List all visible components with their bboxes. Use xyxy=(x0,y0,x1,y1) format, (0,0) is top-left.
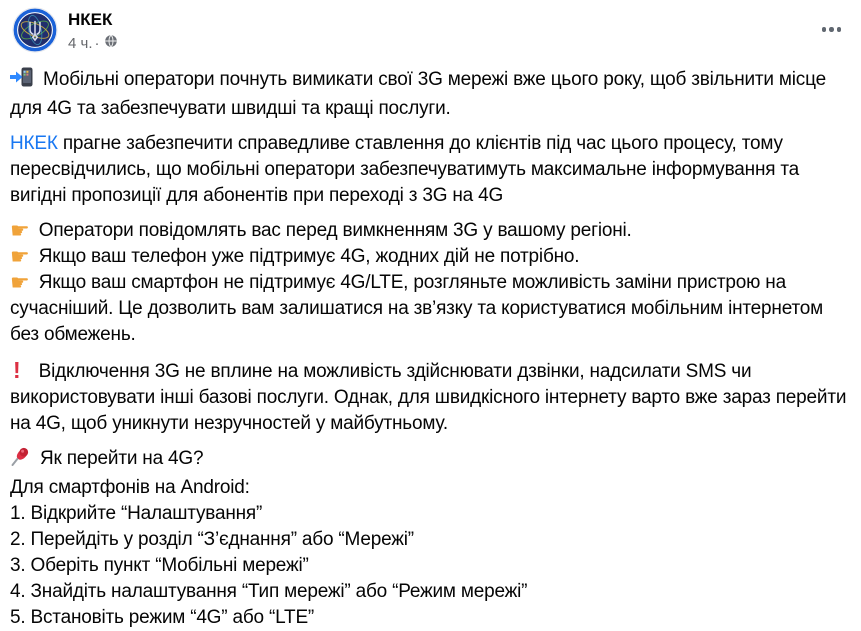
howto-title-text: Як перейти на 4G? xyxy=(40,448,204,469)
paragraph-warning-text: Відключення 3G не вплине на можливість здійснювати дзвінки, надсилати SMS чи використовувати інші базові послуги. Однак, для швидкісного інтернету варто вже зараз перейти на 4G, щоб уникнути незручностей у майбутньому. xyxy=(10,361,847,434)
pointing-right-icon: ☛ xyxy=(10,245,30,270)
dots-menu-icon xyxy=(837,27,842,32)
dots-menu-icon xyxy=(822,27,827,32)
page-name-link[interactable]: НКЕК xyxy=(68,10,113,29)
howto-subtitle: Для смартфонів на Android: xyxy=(10,477,250,498)
howto-section xyxy=(10,446,847,631)
paragraph-nkek-text: прагне забезпечити справедливе ставлення до клієнтів під час цього процесу, тому пересвідчились, що мобільні оператори забезпечуватимуть максимальне інформування та вигідні пропозиції для абонентів при переході з 3G на 4G xyxy=(10,133,800,206)
howto-step-4: 4. Знайдіть налаштування “Тип мережі” або “Режим мережі” xyxy=(10,581,528,602)
timestamp[interactable]: 4 ч. xyxy=(68,34,93,52)
post-meta xyxy=(68,33,118,53)
post-text xyxy=(0,53,861,631)
more-options-button[interactable] xyxy=(818,21,846,38)
globe-public-icon xyxy=(104,34,118,53)
bullet-1-text: Оператори повідомлять вас перед вимкненням 3G у вашому регіоні. xyxy=(38,220,632,241)
howto-step-1: 1. Відкрийте “Налаштування” xyxy=(10,503,263,524)
bullet-2-text: Якщо ваш телефон уже підтримує 4G, жодних дій не потрібно. xyxy=(38,246,580,267)
paragraph-intro-text: Мобільні оператори почнуть вимикати свої 3G мережі вже цього року, щоб звільнити місце для 4G та забезпечувати швидші та кращі послуги. xyxy=(10,69,826,119)
pointing-right-icon: ☛ xyxy=(10,271,30,296)
pushpin-icon xyxy=(10,446,31,475)
howto-step-3: 3. Оберіть пункт “Мобільні мережі” xyxy=(10,555,309,576)
mobile-phone-arrow-icon xyxy=(10,66,34,96)
howto-title-line xyxy=(10,446,847,475)
paragraph-intro xyxy=(10,66,847,122)
dots-menu-icon xyxy=(829,27,834,32)
meta-separator: · xyxy=(94,34,100,52)
paragraph-warning xyxy=(10,357,847,437)
exclamation-icon: ! xyxy=(13,357,21,383)
nkek-logo-icon xyxy=(12,7,58,53)
howto-step-2: 2. Перейдіть у розділ “З’єднання” або “Мережі” xyxy=(10,529,414,550)
header-info xyxy=(68,7,118,53)
page-mention-link[interactable]: НКЕК xyxy=(10,133,58,154)
post-header xyxy=(0,0,861,53)
bullet-3-text: Якщо ваш смартфон не підтримує 4G/LTE, розгляньте можливість заміни пристрою на сучасніший. Це дозволить вам залишатися на зв’язку та користуватися мобільним інтернетом без обмежень. xyxy=(10,272,823,345)
avatar[interactable] xyxy=(12,7,58,53)
howto-step-5: 5. Встановіть режим “4G” або “LTE” xyxy=(10,607,315,628)
bullet-list xyxy=(10,218,847,348)
pointing-right-icon: ☛ xyxy=(10,219,30,244)
paragraph-nkek xyxy=(10,131,847,209)
